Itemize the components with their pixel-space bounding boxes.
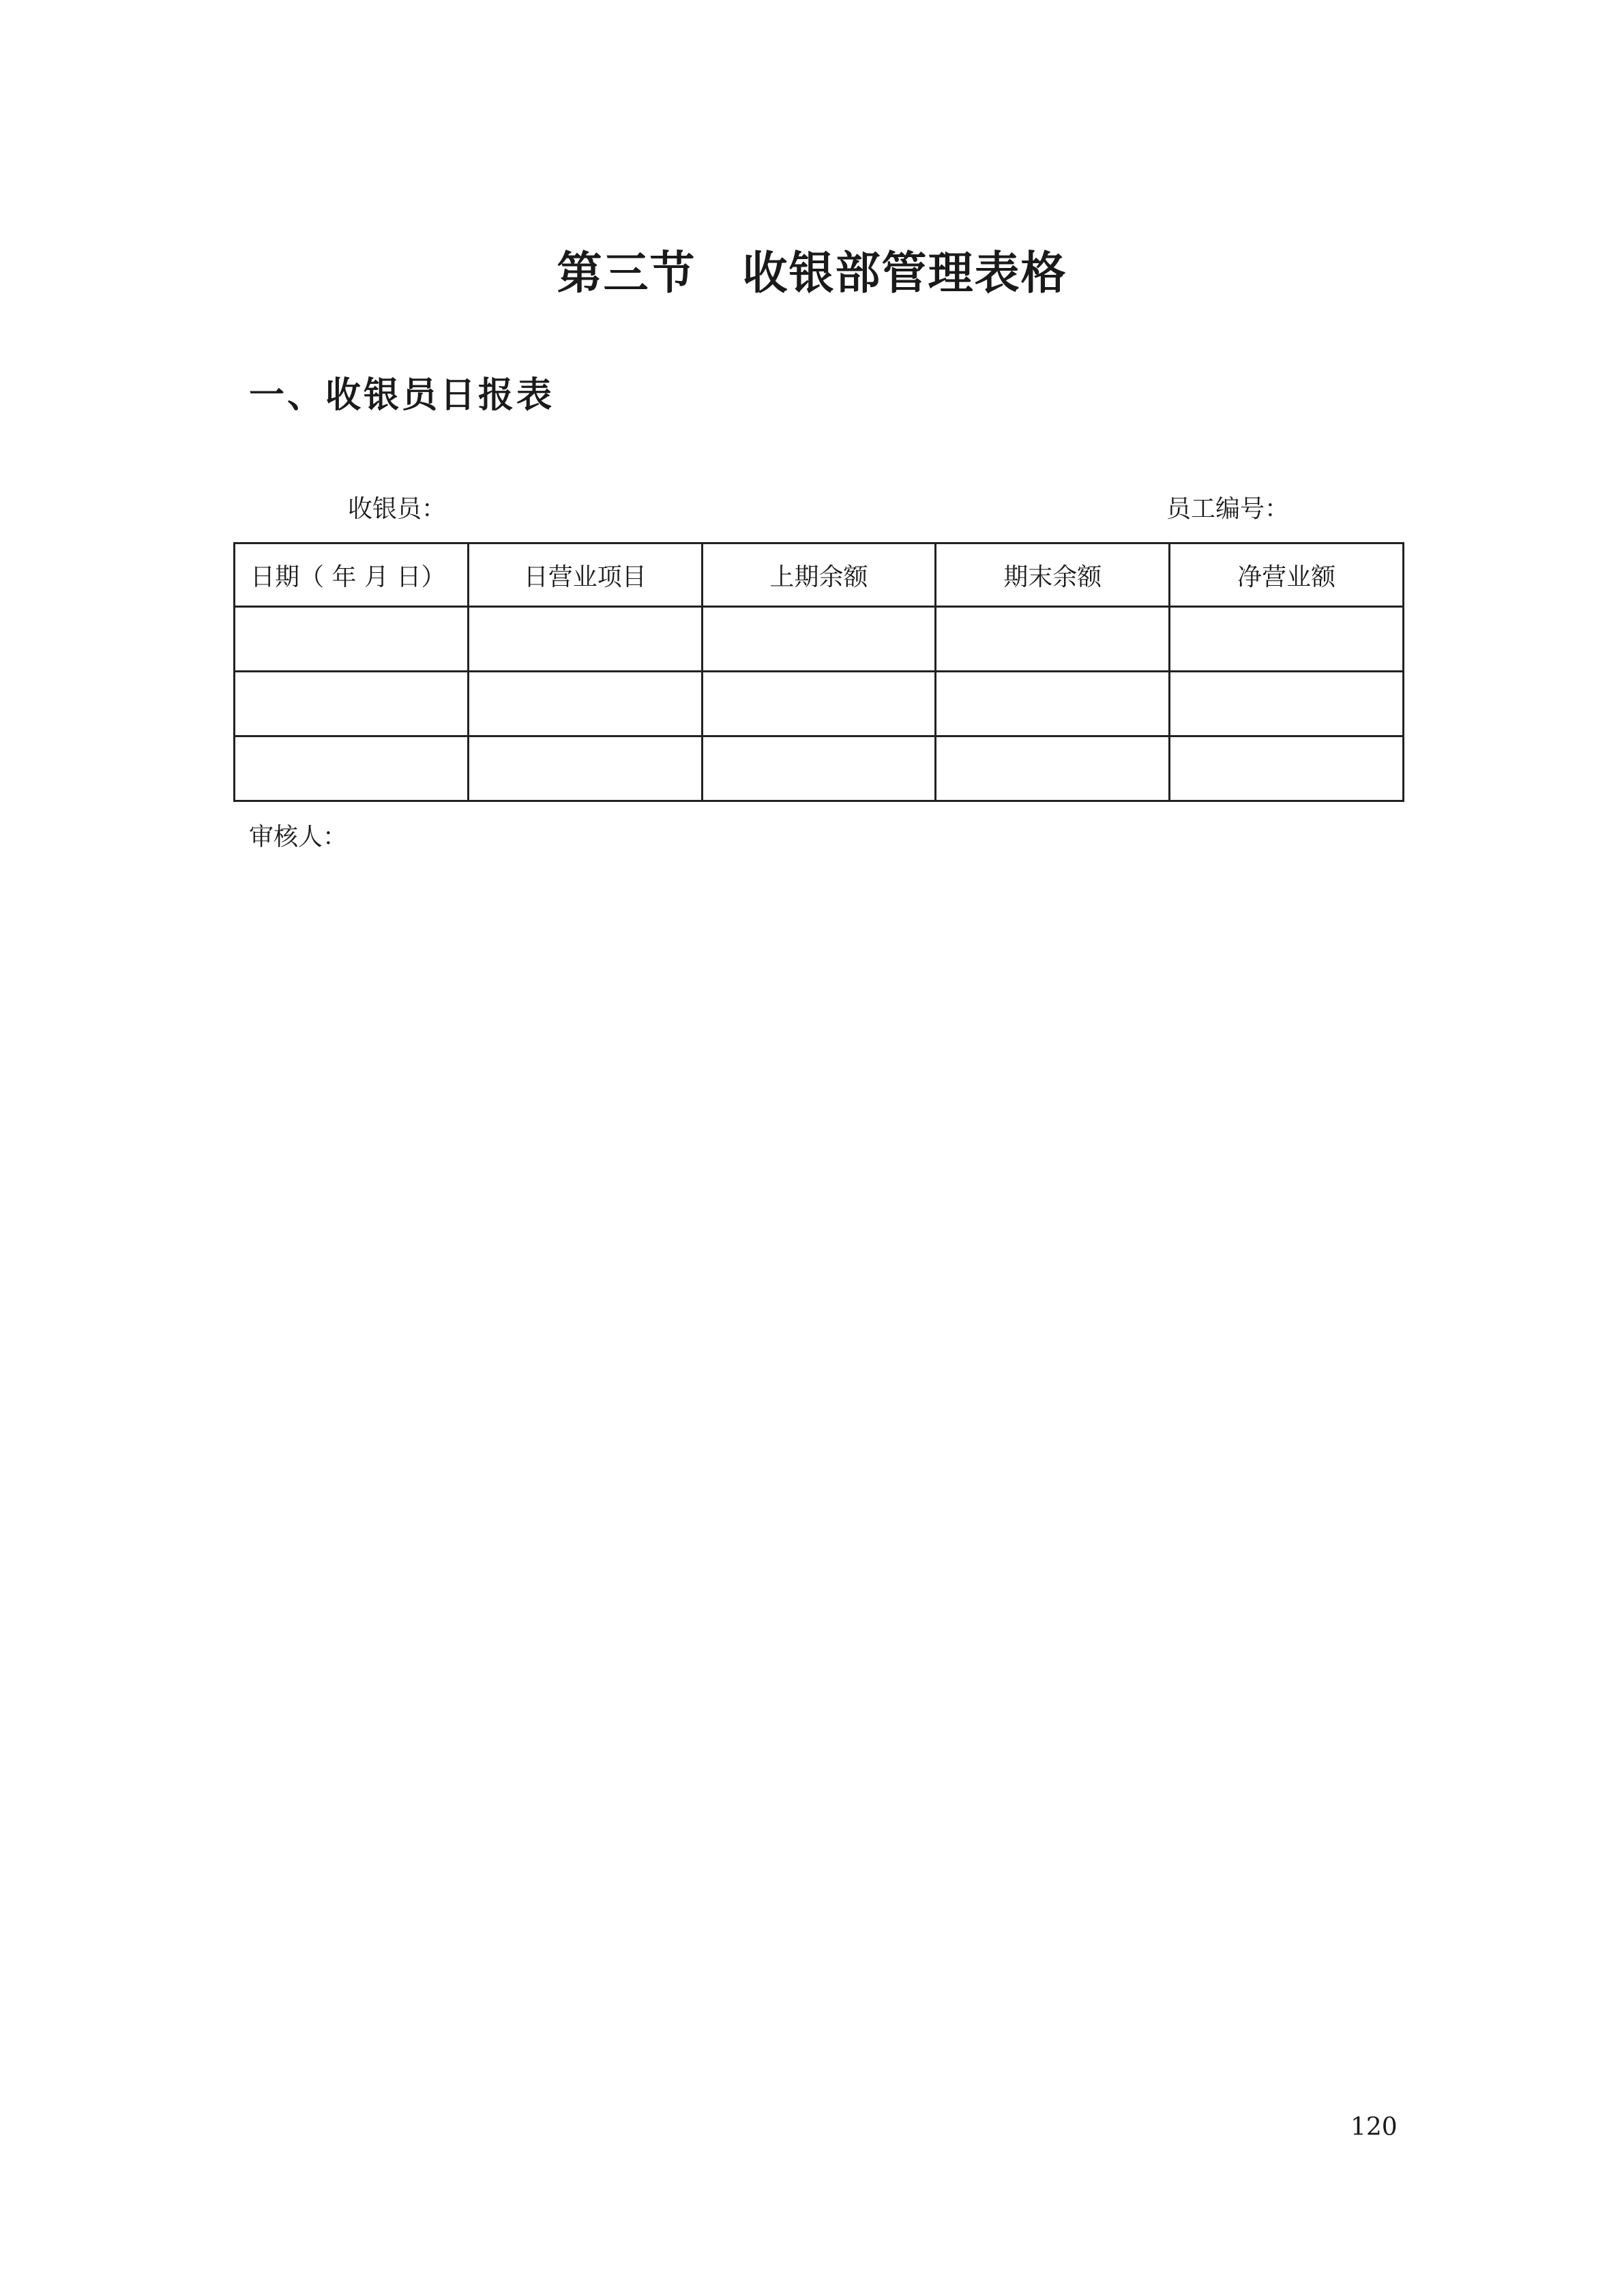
table-cell: [936, 672, 1170, 736]
cashier-daily-report-table: [233, 542, 1404, 802]
table-row: [235, 672, 1404, 736]
table-row: [235, 607, 1404, 672]
sub-title: 一、收银员日报表: [249, 374, 555, 416]
header-previous-balance: 上期余额: [702, 543, 936, 607]
table-cell: [235, 672, 469, 736]
table-cell: [936, 607, 1170, 672]
table-header-row: [235, 543, 1404, 607]
table-cell: [702, 672, 936, 736]
header-daily-business-item: 日营业项目: [468, 543, 702, 607]
table-cell: [235, 607, 469, 672]
table-cell: [235, 736, 469, 801]
header-ending-balance: 期末余额: [936, 543, 1170, 607]
table-row: [235, 736, 1404, 801]
table-cell: [702, 607, 936, 672]
table-cell: [702, 736, 936, 801]
table-cell: [1170, 607, 1404, 672]
table-cell: [1170, 736, 1404, 801]
table-cell: [468, 607, 702, 672]
table-cell: [1170, 672, 1404, 736]
cashier-label: 收银员：: [348, 495, 447, 523]
reviewer-label: 审核人：: [249, 823, 348, 851]
employee-id-label: 员工编号：: [1166, 495, 1290, 523]
section-title: 第三节 收银部管理表格: [557, 246, 1067, 299]
header-net-revenue: 净营业额: [1170, 543, 1404, 607]
table-cell: [468, 736, 702, 801]
header-date: 日期（ 年 月 日）: [235, 543, 469, 607]
table-cell: [936, 736, 1170, 801]
table-cell: [468, 672, 702, 736]
page-number: 120: [1350, 2113, 1398, 2141]
